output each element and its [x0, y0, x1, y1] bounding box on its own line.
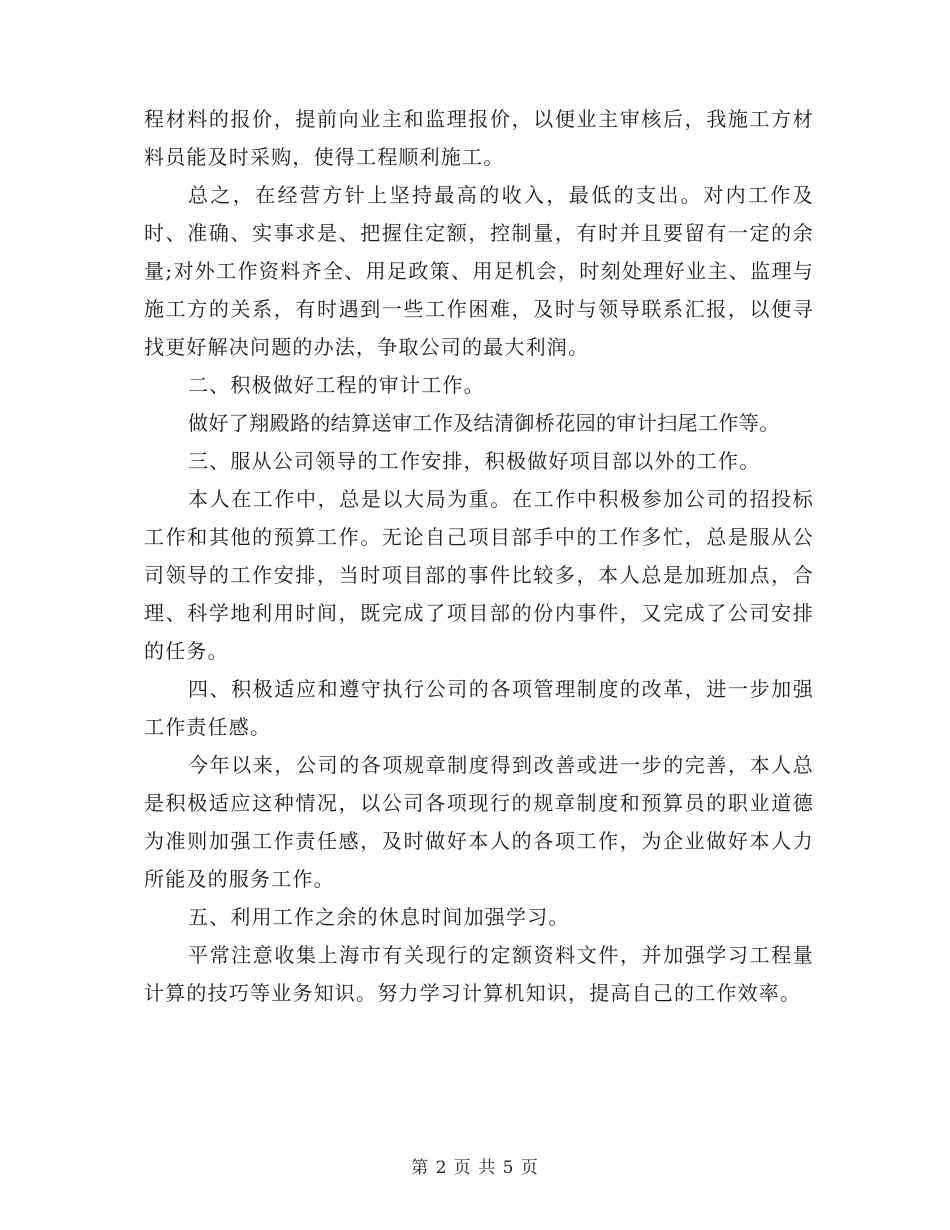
paragraph-summary: 总之，在经营方针上坚持最高的收入，最低的支出。对内工作及时、准确、实事求是、把握住定额，控制量，有时并且要留有一定的余量;对外工作资料齐全、用足政策、用足机会，时刻处理好业主、监理与施工方的关系，有时遇到一些工作困难，及时与领导联系汇报，以便寻找更好解决问题的办法，争取公司的最大利润。 — [144, 183, 814, 359]
heading-audit-work: 二、积极做好工程的审计工作。 — [188, 373, 485, 397]
paragraph-study: 平常注意收集上海市有关现行的定额资料文件，并加强学习工程量计算的技巧等业务知识。努力学习计算机知识，提高自己的工作效率。 — [144, 943, 814, 1005]
paragraph-material-quote: 程材料的报价，提前向业主和监理报价，以便业主审核后，我施工方材料员能及时采购，使得工程顺利施工。 — [144, 107, 814, 169]
heading-study: 五、利用工作之余的休息时间加强学习。 — [188, 905, 570, 929]
heading-obey-arrangement: 三、服从公司领导的工作安排，积极做好项目部以外的工作。 — [188, 449, 761, 473]
paragraph-audit-work: 做好了翔殿路的结算送审工作及结清御桥花园的审计扫尾工作等。 — [188, 411, 780, 435]
heading-adapt-reform: 四、积极适应和遵守执行公司的各项管理制度的改革，进一步加强工作责任感。 — [144, 677, 814, 739]
page-number-footer: 第 2 页 共 5 页 — [411, 1158, 539, 1178]
document-body — [144, 100, 814, 1012]
paragraph-adapt-reform: 今年以来，公司的各项规章制度得到改善或进一步的完善，本人总是积极适应这种情况，以公司各项现行的规章制度和预算员的职业道德为准则加强工作责任感，及时做好本人的各项工作，为企业做好本人力所能及的服务工作。 — [144, 753, 814, 891]
paragraph-obey-arrangement: 本人在工作中，总是以大局为重。在工作中积极参加公司的招投标工作和其他的预算工作。无论自己项目部手中的工作多忙，总是服从公司领导的工作安排，当时项目部的事件比较多，本人总是加班加点，合理、科学地利用时间，既完成了项目部的份内事件，又完成了公司安排的任务。 — [144, 487, 814, 663]
